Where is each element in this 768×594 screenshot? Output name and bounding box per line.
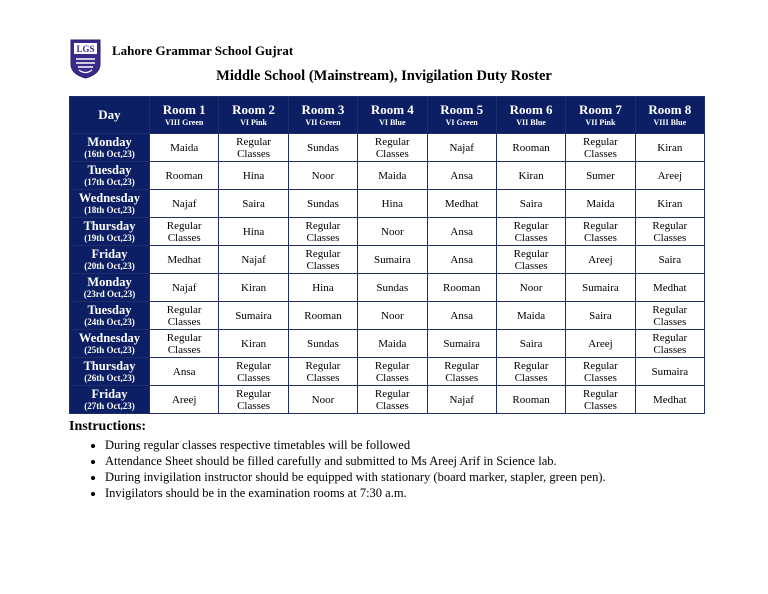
duty-cell: Rooman [496, 134, 565, 162]
duty-cell: Regular Classes [566, 218, 635, 246]
duty-cell: Saira [219, 190, 288, 218]
duty-cell: Saira [635, 246, 704, 274]
duty-cell: Regular Classes [566, 134, 635, 162]
duty-cell: Ansa [427, 246, 496, 274]
duty-cell: Areej [566, 330, 635, 358]
day-date: (18th Oct,23) [84, 205, 135, 215]
instruction-item: • Attendance Sheet should be filled carefully and submitted to Ms Areej Arif in Science lab. [105, 453, 745, 469]
room-class: VI Pink [240, 118, 268, 127]
duty-cell: Regular Classes [288, 358, 357, 386]
duty-cell: Najaf [150, 274, 219, 302]
duty-cell: Kiran [219, 330, 288, 358]
room-header [566, 97, 635, 134]
room-class: VI Blue [379, 118, 406, 127]
table-row [70, 134, 705, 162]
duty-cell: Sumaira [566, 274, 635, 302]
day-cell [70, 330, 150, 358]
table-row [70, 274, 705, 302]
duty-cell: Regular Classes [219, 134, 288, 162]
duty-cell: Ansa [427, 218, 496, 246]
room-class: VI Green [445, 118, 478, 127]
day-date: (25th Oct,23) [84, 345, 135, 355]
duty-cell: Areej [150, 386, 219, 414]
duty-cell: Regular Classes [150, 218, 219, 246]
table-row [70, 162, 705, 190]
duty-cell: Kiran [496, 162, 565, 190]
room-name: Room 2 [232, 102, 276, 117]
room-header [427, 97, 496, 134]
table-row [70, 330, 705, 358]
duty-cell: Najaf [427, 386, 496, 414]
duty-cell: Sumaira [358, 246, 427, 274]
duty-cell: Sumaira [427, 330, 496, 358]
duty-cell: Najaf [427, 134, 496, 162]
duty-cell: Areej [635, 162, 704, 190]
duty-cell: Ansa [427, 162, 496, 190]
duty-cell: Regular Classes [358, 358, 427, 386]
day-cell [70, 358, 150, 386]
duty-cell: Regular Classes [150, 330, 219, 358]
duty-cell: Maida [566, 190, 635, 218]
school-name: Lahore Grammar School Gujrat [112, 43, 294, 58]
duty-cell: Sundas [288, 190, 357, 218]
duty-cell: Regular Classes [635, 218, 704, 246]
duty-cell: Regular Classes [566, 386, 635, 414]
duty-cell: Rooman [288, 302, 357, 330]
day-name: Friday [91, 247, 128, 261]
duty-cell: Medhat [635, 386, 704, 414]
duty-cell: Regular Classes [635, 302, 704, 330]
day-cell [70, 274, 150, 302]
table-header-row [70, 97, 705, 134]
duty-cell: Ansa [427, 302, 496, 330]
day-cell [70, 162, 150, 190]
duty-cell: Sundas [288, 134, 357, 162]
duty-cell: Rooman [427, 274, 496, 302]
table-row [70, 386, 705, 414]
day-name: Monday [87, 135, 132, 149]
room-name: Room 4 [370, 102, 414, 117]
duty-cell: Regular Classes [496, 246, 565, 274]
day-cell [70, 134, 150, 162]
day-cell [70, 246, 150, 274]
day-name: Monday [87, 275, 132, 289]
duty-cell: Sumaira [219, 302, 288, 330]
duty-cell: Regular Classes [288, 218, 357, 246]
day-cell [70, 386, 150, 414]
day-date: (16th Oct,23) [84, 149, 135, 159]
duty-cell: Regular Classes [358, 386, 427, 414]
logo-text: LGS [76, 44, 95, 54]
duty-cell: Hina [219, 218, 288, 246]
instructions-list [69, 437, 745, 501]
duty-cell: Maida [150, 134, 219, 162]
duty-cell: Regular Classes [150, 302, 219, 330]
table-row [70, 218, 705, 246]
duty-cell: Hina [288, 274, 357, 302]
duty-cell: Medhat [427, 190, 496, 218]
room-name: Room 8 [648, 102, 692, 117]
duty-cell: Areej [566, 246, 635, 274]
duty-cell: Saira [566, 302, 635, 330]
duty-cell: Noor [288, 162, 357, 190]
table-row [70, 302, 705, 330]
page-title: Middle School (Mainstream), Invigilation Duty Roster [216, 68, 552, 84]
instruction-item: • Invigilators should be in the examination rooms at 7:30 a.m. [105, 485, 745, 501]
duty-cell: Regular Classes [496, 218, 565, 246]
day-name: Wednesday [78, 191, 141, 205]
room-header [496, 97, 565, 134]
duty-cell: Sundas [358, 274, 427, 302]
room-class: VII Pink [585, 118, 616, 127]
duty-cell: Regular Classes [219, 358, 288, 386]
duty-cell: Rooman [496, 386, 565, 414]
room-name: Room 7 [578, 102, 622, 117]
room-name: Room 3 [301, 102, 345, 117]
duty-cell: Regular Classes [358, 134, 427, 162]
instruction-item: • During regular classes respective timetables will be followed [105, 437, 745, 453]
day-name: Thursday [83, 359, 136, 373]
day-column-header: Day [70, 97, 150, 134]
duty-cell: Regular Classes [427, 358, 496, 386]
room-name: Room 5 [440, 102, 484, 117]
duty-cell: Noor [288, 386, 357, 414]
duty-cell: Maida [358, 162, 427, 190]
duty-cell: Hina [358, 190, 427, 218]
room-name: Room 1 [162, 102, 206, 117]
day-name: Friday [91, 387, 128, 401]
duty-cell: Najaf [219, 246, 288, 274]
duty-cell: Regular Classes [566, 358, 635, 386]
room-class: VIII Green [165, 118, 204, 127]
duty-cell: Sumaira [635, 358, 704, 386]
day-date: (24th Oct,23) [84, 317, 135, 327]
day-cell [70, 302, 150, 330]
duty-cell: Noor [496, 274, 565, 302]
room-header [288, 97, 357, 134]
day-cell [70, 190, 150, 218]
duty-cell: Kiran [219, 274, 288, 302]
room-class: VIII Blue [653, 118, 687, 127]
room-class: VII Blue [516, 118, 546, 127]
room-header [635, 97, 704, 134]
duty-cell: Noor [358, 302, 427, 330]
day-name: Wednesday [78, 331, 141, 345]
duty-cell: Regular Classes [496, 358, 565, 386]
room-header [358, 97, 427, 134]
day-date: (27th Oct,23) [84, 401, 135, 411]
duty-cell: Maida [496, 302, 565, 330]
duty-cell: Medhat [150, 246, 219, 274]
duty-cell: Saira [496, 330, 565, 358]
duty-cell: Kiran [635, 134, 704, 162]
table-row [70, 246, 705, 274]
day-name: Tuesday [87, 303, 132, 317]
duty-cell: Sundas [288, 330, 357, 358]
day-date: (19th Oct,23) [84, 233, 135, 243]
day-cell [70, 218, 150, 246]
duty-cell: Sumer [566, 162, 635, 190]
day-date: (17th Oct,23) [84, 177, 135, 187]
day-date: (20th Oct,23) [84, 261, 135, 271]
duty-cell: Regular Classes [635, 330, 704, 358]
table-row [70, 190, 705, 218]
duty-cell: Regular Classes [288, 246, 357, 274]
instruction-item: • During invigilation instructor should be equipped with stationary (board marker, stapler, green pen). [105, 469, 745, 485]
duty-cell: Saira [496, 190, 565, 218]
instructions-title: Instructions: [69, 419, 147, 434]
day-name: Tuesday [87, 163, 132, 177]
room-header [150, 97, 219, 134]
duty-cell: Medhat [635, 274, 704, 302]
day-date: (26th Oct,23) [84, 373, 135, 383]
room-name: Room 6 [509, 102, 553, 117]
room-header [219, 97, 288, 134]
room-class: VII Green [305, 118, 341, 127]
duty-cell: Najaf [150, 190, 219, 218]
duty-cell: Ansa [150, 358, 219, 386]
day-date: (23rd Oct,23) [83, 289, 136, 299]
duty-cell: Rooman [150, 162, 219, 190]
duty-cell: Maida [358, 330, 427, 358]
duty-cell: Hina [219, 162, 288, 190]
duty-cell: Kiran [635, 190, 704, 218]
roster-body [70, 134, 705, 414]
duty-cell: Noor [358, 218, 427, 246]
duty-cell: Regular Classes [219, 386, 288, 414]
duty-roster-table [69, 96, 705, 414]
table-row [70, 358, 705, 386]
day-name: Thursday [83, 219, 136, 233]
